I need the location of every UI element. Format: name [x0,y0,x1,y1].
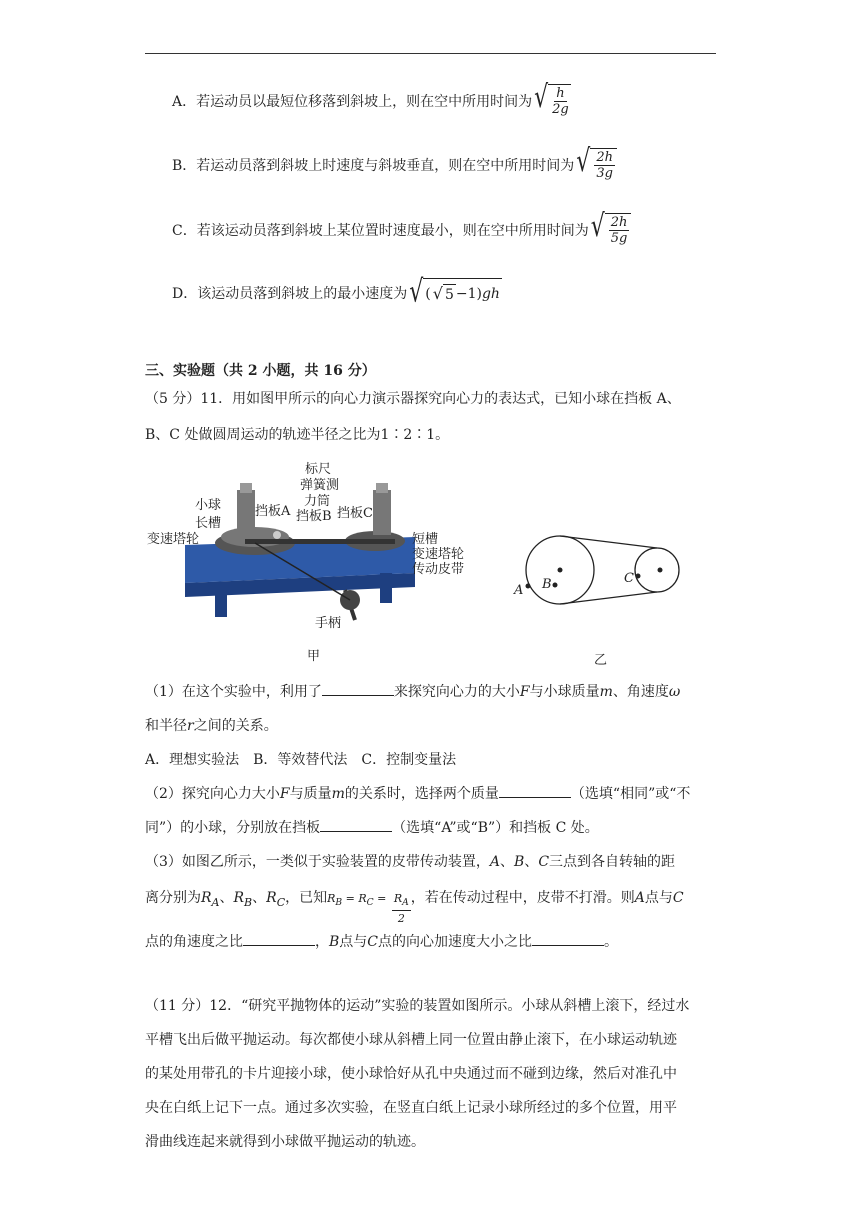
q11-intro-1: （5 分）11．用如图甲所示的向心力演示器探究向心力的表达式，已知小球在挡板 A、 [145,391,681,407]
q12-line-1: （11 分）12．“研究平抛物体的运动”实验的装置如图所示。小球从斜槽上滚下，经过水 [145,998,690,1014]
q11-intro-2: B、C 处做圆周运动的轨迹半径之比为1∶2∶1。 [145,427,450,443]
option-b: B．若运动员落到斜坡上时速度与斜坡垂直，则在空中所用时间为 √ $\frac{2h}{3g}$ [172,148,617,181]
answer-blank[interactable] [320,819,392,832]
q11-part2-line1: （2）探究向心力大小F与质量m的关系时，选择两个质量 （选填“相同”或“不 [145,786,691,802]
answer-blank[interactable] [322,683,394,696]
q11-part3-line3: 点的角速度之比 ，B点与C点的向心加速度大小之比 。 [145,934,619,950]
option-d: D．该运动员落到斜坡上的最小速度为 √ ( √ 5 −1 ) gh [172,274,500,310]
answer-blank[interactable] [532,933,604,946]
q12-line-4: 央在白纸上记下一点。通过多次实验，在竖直白纸上记录小球所经过的多个位置，用平 [145,1100,677,1116]
answer-blank[interactable] [243,933,315,946]
option-c: C．若该运动员落到斜坡上某位置时速度最小，则在空中所用时间为 √ $\frac{2h}{5g}$ [172,213,631,246]
answer-blank[interactable] [499,785,571,798]
q11-part2-line2: 同”）的小球，分别放在挡板 （选填“A”或“B”）和挡板 C 处。 [145,820,599,836]
q11-part1-line1: （1）在这个实验中，利用了 来探究向心力的大小F与小球质量m、角速度ω [145,684,681,700]
q11-choices: A．理想实验法 B．等效替代法 C．控制变量法 [145,752,457,768]
sqrt-expression: √ $\frac{2h}{3g}$ [576,148,617,181]
section-title: 三、实验题（共 2 小题，共 16 分） [145,363,376,379]
q12-line-3: 的某处用带孔的卡片迎接小球，使小球恰好从孔中央通过而不碰到边缘，然后对准孔中 [145,1066,677,1082]
q11-part3-line1: （3）如图乙所示，一类似于实验装置的皮带传动装置，A、B、C三点到各自转轴的距 [145,854,676,870]
sqrt-expression: √ $\frac{2h}{5g}$ [591,213,632,246]
sqrt-expression: √ $\frac{h}{2g}$ [534,80,569,117]
q12-line-2: 平槽飞出后做平抛运动。每次都使小球从斜槽上同一位置由静止滚下，在小球运动轨迹 [145,1032,677,1048]
option-a: A．若运动员以最短位移落到斜坡上，则在空中所用时间为 √ $\frac{h}{2g}$ [172,80,569,117]
q11-part1-line2: 和半径r之间的关系。 [145,718,278,734]
q11-part3-line2: 离分别为$R_A$、$R_B$、$R_C$，已知$R_B = R_C$ = $\frac{R_A}{2}$ ，若在传动过程中，皮带不打滑。则A点与C [145,890,684,926]
q12-line-5: 滑曲线连起来就得到小球做平抛运动的轨迹。 [145,1134,425,1150]
sqrt-expression: √ ( √ 5 −1 ) gh [409,274,500,310]
header-rule [145,53,716,54]
belt-diagram [505,530,690,615]
